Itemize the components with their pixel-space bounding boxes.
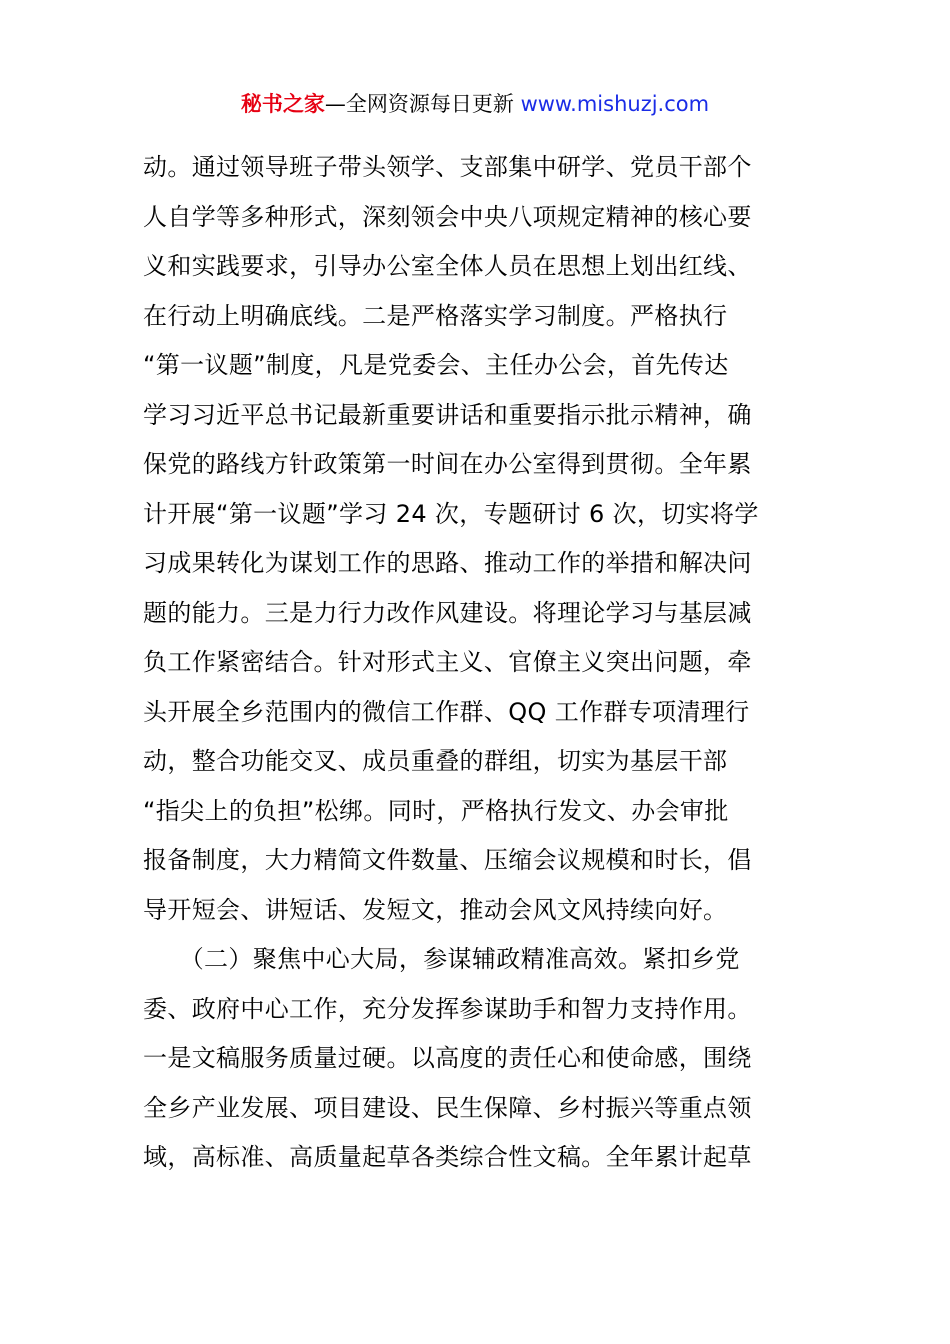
header-tagline: —全网资源每日更新 <box>324 92 521 116</box>
text-line: 习成果转化为谋划工作的思路、推动工作的举措和解决问 <box>143 549 752 577</box>
text-line: 在行动上明确底线。二是严格落实学习制度。严格执行 <box>143 301 728 330</box>
text-line: “指尖上的负担”松绑。同时，严格执行发文、办会审批 <box>143 796 729 825</box>
text-line: 动。通过领导班子带头领学、支部集中研学、党员干部个 <box>143 153 752 181</box>
header-brand: 秘书之家 <box>240 92 325 116</box>
text-line: 保党的路线方针政策第一时间在办公室得到贯彻。全年累 <box>143 450 752 478</box>
text-line: 头开展全乡范围内的微信工作群、QQ 工作群专项清理行 <box>143 697 750 726</box>
text-line: “第一议题”制度，凡是党委会、主任办公会，首先传达 <box>143 351 729 379</box>
header-website-link[interactable]: www.mishuzj.com <box>520 92 710 116</box>
text-line: 导开短会、讲短话、发短文，推动会风文风持续向好。 <box>143 895 728 924</box>
text-line: 义和实践要求，引导办公室全体人员在思想上划出红线、 <box>143 252 752 280</box>
text-line: 人自学等多种形式，深刻领会中央八项规定精神的核心要 <box>143 202 752 231</box>
page-header <box>0 88 950 120</box>
text-line: 题的能力。三是力行力改作风建设。将理论学习与基层减 <box>143 598 752 627</box>
text-line: 学习习近平总书记最新重要讲话和重要指示批示精神，确 <box>143 400 752 429</box>
text-line: 动，整合功能交叉、成员重叠的群组，切实为基层干部 <box>143 747 728 775</box>
text-line: 一是文稿服务质量过硬。以高度的责任心和使命感，围绕 <box>143 1044 752 1072</box>
text-line: 委、政府中心工作，充分发挥参谋助手和智力支持作用。 <box>143 994 752 1023</box>
document-body <box>143 143 823 1183</box>
text-line: 域，高标准、高质量起草各类综合性文稿。全年累计起草 <box>143 1143 752 1171</box>
text-line: 计开展“第一议题”学习 24 次，专题研讨 6 次，切实将学 <box>143 499 759 528</box>
text-line: 报备制度，大力精简文件数量、压缩会议规模和时长，倡 <box>143 846 752 874</box>
text-line: 负工作紧密结合。针对形式主义、官僚主义突出问题，牵 <box>143 648 752 676</box>
text-line: 全乡产业发展、项目建设、民生保障、乡村振兴等重点领 <box>143 1093 752 1122</box>
section-heading-line: （二）聚焦中心大局，参谋辅政精准高效。紧扣乡党 <box>143 945 740 973</box>
